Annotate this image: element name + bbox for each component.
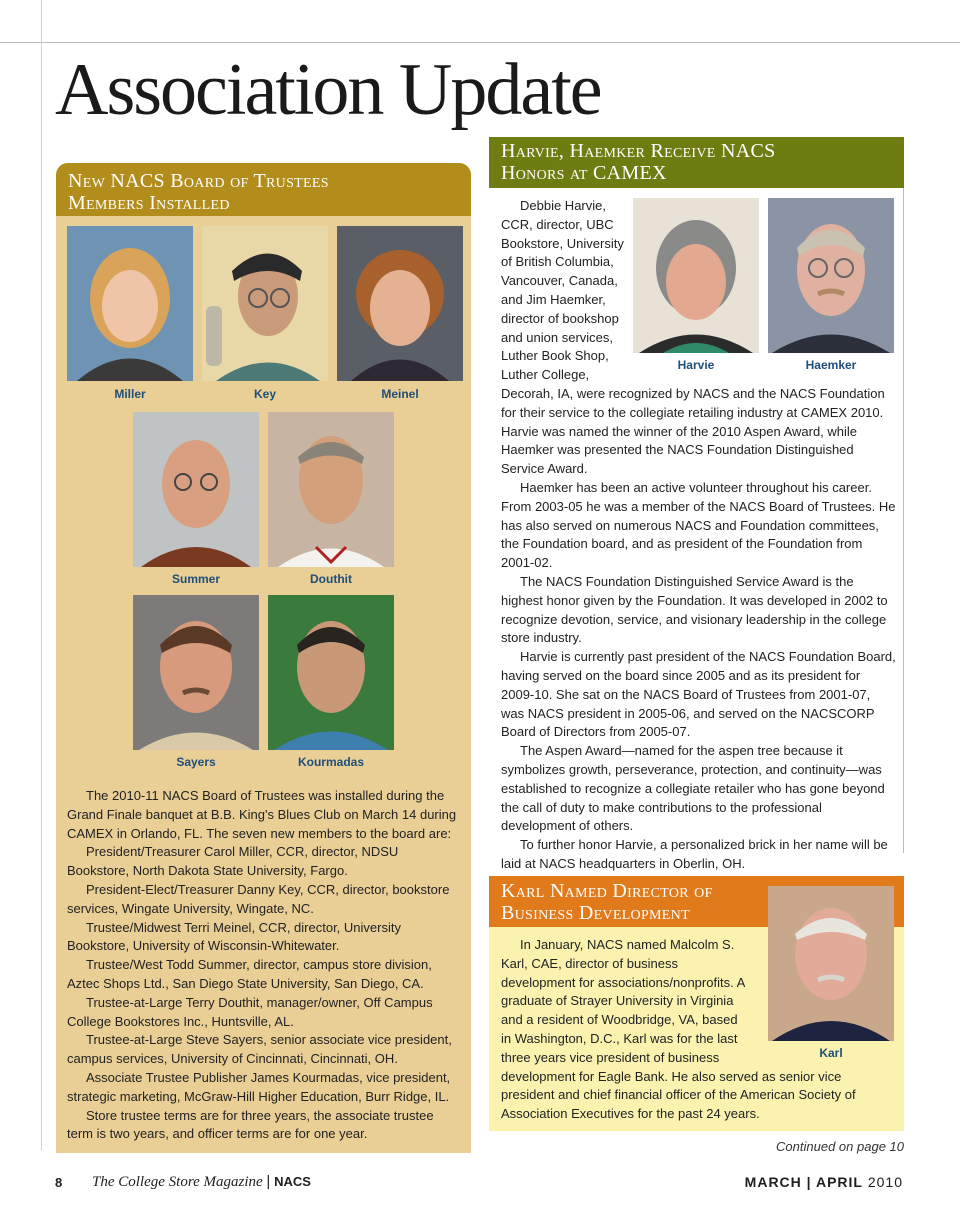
article-paragraph: Haemker has been an active volunteer throughout his career. From 2003-05 he was a member of the NACS Board of Trustees. He has also served on numerous NACS and Foundation committees, the Foundation board, and as president of the Foundation from 2001-02. [501,479,896,571]
article-paragraph: Store trustee terms are for three years, the associate trustee term is two years, and officer terms are for one year. [67,1107,434,1142]
photo-kourmadas [268,595,394,750]
article-paragraph: The 2010-11 NACS Board of Trustees was installed during the Grand Finale banquet at B.B. King's Blues Club on March 14 during CAMEX in Orlando, FL. The seven new members to the board are: [67,788,457,841]
caption-karl: Karl [819,1046,843,1060]
article-paragraph: President/Treasurer Carol Miller, CCR, director, NDSU Bookstore, North Dakota State University, Fargo. [67,844,399,879]
article-paragraph: In January, NACS named Malcolm S. Karl, CAE, director of business development for associations/nonprofits. A graduate of Strayer University in Virginia and a resident of Woodbridge, VA, based in Washington, D.C., Karl was for the last three years vice president of business development for Eagle Bank. He also served as senior vice president and chief financial officer of the American Society of Association Executives for the past 24 years. [501,937,856,1122]
article-paragraph: The NACS Foundation Distinguished Service Award is the highest honor given by the Foundation. It was developed in 2002 to recognize devotion, service, and visionary leadership in the college store industry. [501,573,888,646]
margin-rule [41,0,42,1150]
issue-date [745,1174,903,1190]
photo-wrap-space [628,197,896,377]
heading-line-1: Harvie, Haemker Receive NACS [501,140,776,162]
caption-douthit: Douthit [310,572,352,586]
article-paragraph: President-Elect/Treasurer Danny Key, CCR, director, bookstore services, Wingate University, Wingate, NC. [67,881,450,916]
continued-note: Continued on page 10 [776,1139,904,1154]
page-title: Association Update [55,49,601,131]
footer-separator: | [266,1173,271,1190]
heading-line-2: Honors at CAMEX [501,162,667,184]
photo-wrap-space [751,936,891,1054]
photo-key [202,226,328,381]
article-paragraph: Trustee-at-Large Steve Sayers, senior associate vice president, campus services, University of Cincinnati, Cincinnati, OH. [67,1032,452,1067]
article-paragraph: To further honor Harvie, a personalized brick in her name will be laid at NACS headquarters in Oberlin, OH. [501,837,888,871]
board-trustees-heading [56,163,471,216]
photo-summer [133,412,259,567]
heading-line-1: Karl Named Director of [501,880,713,902]
caption-kourmadas: Kourmadas [297,755,365,769]
article-paragraph: Debbie Harvie, CCR, director, UBC Bookstore, University of British Columbia, Vancouver, Canada, and Jim Haemker, director of bookshop and union services, Luther Book Shop, Luther College, Decorah, IA, were recognized by NACS and the NACS Foundation for their service to the collegiate retailing industry at CAMEX 2010. Harvie was named the winner of the 2010 Aspen Award, while Haemker was presented the NACS Foundation Distinguished Service Award. [501,198,885,477]
issue-year: 2010 [867,1174,903,1190]
article-paragraph: Trustee/West Todd Summer, director, campus store division, Aztec Shops Ltd., San Diego State University, San Diego, CA. [67,957,432,991]
publisher-name: NACS [274,1174,311,1189]
article-paragraph: The Aspen Award—named for the aspen tree because it symbolizes growth, perseverance, protection, and continuity—was established to recognize a collegiate retailer who has gone beyond the call of duty to make contributions to the professional development of others. [501,743,885,834]
caption-sayers: Sayers [176,755,216,769]
article-paragraph: Associate Trustee Publisher James Kourmadas, vice president, strategic marketing, McGraw-Hill Higher Education, Burr Ridge, IL. [67,1069,451,1104]
caption-meinel: Meinel [381,387,419,401]
issue-months: MARCH | APRIL [744,1174,863,1190]
photo-douthit [268,412,394,567]
caption-harvie: Harvie [677,358,715,372]
heading-line-2: Business Development [501,902,690,924]
caption-key: Key [253,387,276,401]
top-rule [0,42,960,43]
harvie-haemker-article [501,197,896,874]
caption-haemker: Haemker [805,358,857,372]
karl-panel [489,876,904,1131]
article-paragraph: Trustee-at-Large Terry Douthit, manager/owner, Off Campus College Bookstores Inc., Huntsville, AL. [67,994,433,1029]
page-number: 8 [55,1175,63,1190]
harvie-haemker-panel [489,137,904,871]
board-trustees-article [67,787,457,1144]
caption-miller: Miller [114,387,146,401]
heading-line-2: Members Installed [68,192,230,214]
heading-line-1: New NACS Board of Trustees [68,170,329,192]
karl-article [501,936,891,1124]
magazine-name: The College Store Magazine [92,1174,263,1190]
article-paragraph: Trustee/Midwest Terri Meinel, CCR, director, University Bookstore, University of Wisconsin-Whitewater. [67,919,401,954]
photo-sayers [133,595,259,750]
caption-summer: Summer [171,572,221,586]
article-paragraph: Harvie is currently past president of the NACS Foundation Board, having served on the board since 2005 and as its president for 2009-10. She sat on the NACS Board of Trustees from 2001-07, was NACS president in 2005-06, and served on the NACSCORP Board of Directors from 2005-07. [501,649,896,740]
photo-miller [67,226,193,381]
photo-meinel [337,226,463,381]
panel-border [903,188,904,853]
board-trustees-panel [56,163,471,1153]
harvie-haemker-heading [489,137,904,188]
footer-publication [92,1173,311,1191]
